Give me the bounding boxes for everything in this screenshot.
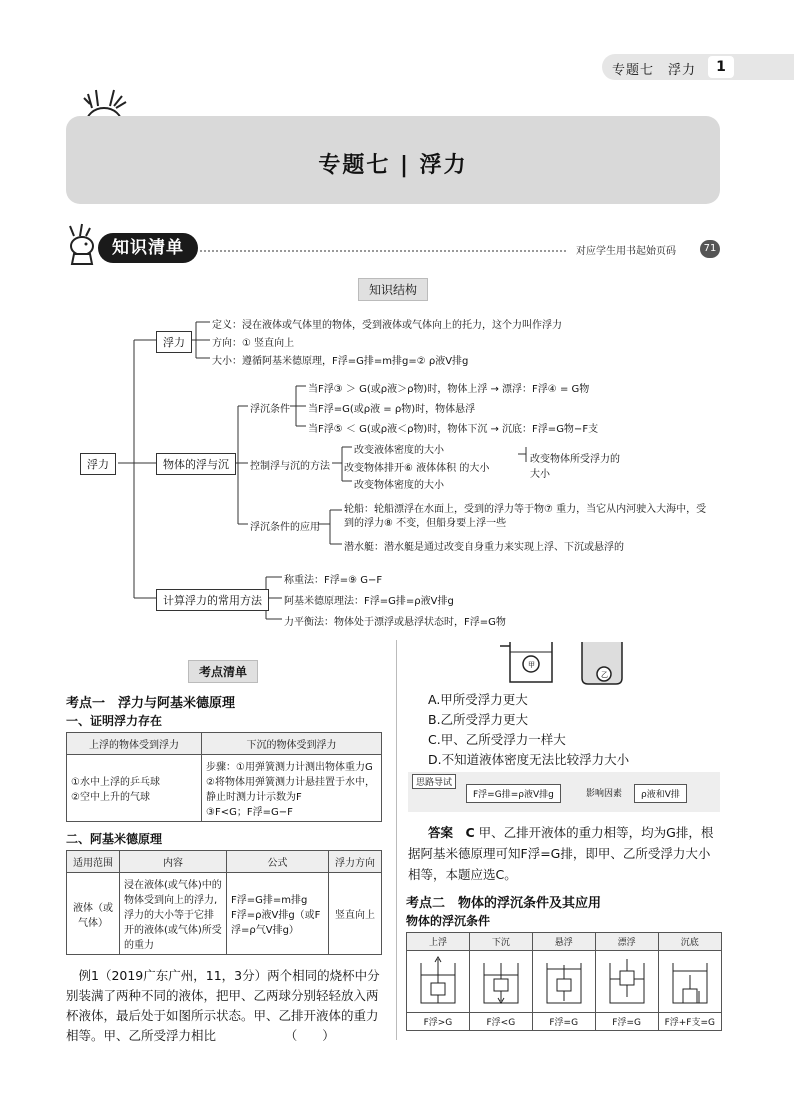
think-label: 思路导试	[412, 774, 456, 789]
t3-fig-sink	[469, 951, 532, 1013]
think-box	[408, 772, 720, 812]
mindmap-method-1: 改变液体密度的大小	[354, 445, 444, 456]
structure-tag: 知识结构	[358, 278, 428, 301]
t3-fig-rise	[407, 951, 470, 1013]
t1-sink-cell	[202, 755, 382, 822]
t3-head-rise: 上浮	[407, 933, 470, 951]
mindmap-method-3: 改变物体密度的大小	[354, 480, 444, 491]
t3-cond-bottom: F浮+F支=G	[658, 1013, 721, 1031]
t2-head-content: 内容	[120, 851, 227, 873]
t2-content: 浸在液体(或气体)中的物体受到向上的浮力,浮力的大小等于它排开的液体(或气体)所受的重力	[120, 873, 227, 955]
beaker-bottom-icon	[665, 953, 715, 1007]
t1-head-rise: 上浮的物体受到浮力	[67, 733, 202, 755]
t1-head-sink: 下沉的物体受到浮力	[202, 733, 382, 755]
beaker-float-icon	[602, 953, 652, 1007]
t3-cond-suspend: F浮=G	[532, 1013, 595, 1031]
header-title: 专题七 浮力	[612, 63, 697, 78]
think-formula: F浮=G排=ρ液V排g	[466, 784, 561, 803]
t3-cond-sink: F浮<G	[469, 1013, 532, 1031]
archimedes-table	[66, 850, 382, 955]
topic-title: 专题七 | 浮力	[318, 153, 468, 178]
t3-fig-float	[595, 951, 658, 1013]
mindmap-balance: 力平衡法：物体处于漂浮或悬浮状态时，F浮=G物	[284, 617, 506, 628]
t1-rise-1: ①水中上浮的乒乓球	[71, 777, 160, 788]
mindmap-magnitude: 大小：遵循阿基米德原理，F浮=G排=m排g=② ρ液V排g	[212, 356, 469, 367]
t3-head-float: 漂浮	[595, 933, 658, 951]
section-page-ref: 71	[700, 240, 720, 258]
t3-head-bottom: 沉底	[658, 933, 721, 951]
mindmap-archimedes: 阿基米德原理法：F浮=G排=ρ液V排g	[284, 596, 454, 607]
t1-sink-1: 步骤：①用弹簧测力计测出物体重力G	[206, 762, 373, 773]
point-one-title: 考点一 浮力与阿基米德原理	[66, 696, 236, 711]
section-pill: 知识清单	[98, 233, 198, 263]
t1-rise-cell	[67, 755, 202, 822]
mindmap-app-submarine: 潜水艇：潜水艇是通过改变自身重力来实现上浮、下沉或悬浮的	[344, 542, 624, 553]
prove-buoyancy-table	[66, 732, 382, 822]
column-divider	[396, 640, 397, 1040]
option-c: C.甲、乙所受浮力一样大	[428, 732, 566, 747]
mindmap-conditions: 浮沉条件	[250, 404, 290, 415]
mindmap-branch-float-sink: 物体的浮与沉	[156, 453, 236, 475]
beaker-rise-icon	[413, 953, 463, 1007]
mindmap-direction: 方向：① 竖直向上	[212, 338, 295, 349]
example-one: 例1（2019广东广州，11，3分）两个相同的烧杯中分别装满了两种不同的液体，把甲、乙两球分别轻轻放入两杯液体，最后处于如图所示状态。甲、乙排开液体的重力相等。甲、乙所受浮力相比 （ ）	[66, 968, 380, 1043]
mindmap-branch-methods: 计算浮力的常用方法	[156, 589, 269, 611]
t3-head-suspend: 悬浮	[532, 933, 595, 951]
option-d: D.不知道液体密度无法比较浮力大小	[428, 752, 630, 767]
page-number: 1	[708, 56, 734, 78]
answer-block	[408, 822, 720, 885]
float-conditions-subtitle: 物体的浮沉条件	[406, 914, 491, 928]
t2-formula-cell	[227, 873, 329, 955]
mindmap-branch-buoyancy: 浮力	[156, 331, 192, 353]
point-two-title: 考点二 物体的浮沉条件及其应用	[406, 896, 602, 911]
t3-cond-rise: F浮>G	[407, 1013, 470, 1031]
t2-formula-1: F浮=G排=m排g	[231, 895, 308, 906]
t2-scope: 液体（或气体）	[67, 873, 120, 955]
beaker-figure-icon	[496, 638, 656, 686]
t2-head-formula: 公式	[227, 851, 329, 873]
mindmap-definition: 定义：浸在液体或气体里的物体，受到液体或气体向上的托力，这个力叫作浮力	[212, 320, 562, 331]
think-factors: 影响因素	[586, 789, 623, 799]
mindmap-method-2: 改变物体排开⑥ 液体体积 的大小	[344, 463, 490, 474]
mindmap-app-ship: 轮船：轮船漂浮在水面上，受到的浮力等于物⑦ 重力，当它从内河驶入大海中，受到的浮力⑧ 不变，但船身要上浮一些	[344, 504, 707, 529]
t1-sink-2: ②将物体用弹簧测力计悬挂置于水中，静止时测力计示数为F	[206, 777, 375, 803]
t3-fig-suspend	[532, 951, 595, 1013]
subsection-archimedes: 二、阿基米德原理	[66, 832, 163, 846]
mindmap-applications: 浮沉条件的应用	[250, 522, 320, 533]
t3-head-sink: 下沉	[469, 933, 532, 951]
t1-rise-2: ②空中上升的气球	[71, 792, 150, 803]
beaker-suspend-icon	[539, 953, 589, 1007]
t2-formula-2: F浮=ρ液V排g（或F浮=ρ气V排g）	[231, 910, 321, 936]
t2-direction: 竖直向上	[329, 873, 382, 955]
option-a: A.甲所受浮力更大	[428, 692, 528, 707]
mindmap-root: 浮力	[80, 453, 116, 475]
mindmap-control-methods: 控制浮与沉的方法	[250, 461, 330, 472]
t3-fig-bottom	[658, 951, 721, 1013]
exam-points-tag: 考点清单	[188, 660, 258, 683]
t1-sink-3: ③F<G；F浮=G−F	[206, 807, 293, 818]
think-result: ρ液和V排	[634, 784, 687, 803]
mindmap-condition-suspend: 当F浮=G(或ρ液 = ρ物)时，物体悬浮	[308, 404, 476, 415]
option-b: B.乙所受浮力更大	[428, 712, 529, 727]
mindmap-weighing: 称重法：F浮=⑨ G−F	[284, 575, 383, 586]
t2-head-scope: 适用范围	[67, 851, 120, 873]
answer-label: 答案 C	[428, 825, 475, 840]
t3-cond-float: F浮=G	[595, 1013, 658, 1031]
svg-text:乙: 乙	[601, 671, 608, 679]
svg-text:甲: 甲	[528, 661, 535, 669]
float-conditions-table	[406, 932, 722, 1031]
beaker-sink-icon	[476, 953, 526, 1007]
t2-head-direction: 浮力方向	[329, 851, 382, 873]
mindmap-condition-sink: 当F浮⑤ ＜ G(或ρ液＜ρ物)时，物体下沉 → 沉底：F浮=G物−F支	[308, 424, 599, 435]
answer-text: 甲、乙排开液体的重力相等，均为G排，根据阿基米德原理可知F浮=G排，即甲、乙所受浮力大小相等，本题应选C。	[408, 825, 714, 882]
mindmap-condition-rise: 当F浮③ ＞ G(或ρ液＞ρ物)时，物体上浮 → 漂浮：F浮④ = G物	[308, 384, 590, 395]
section-note: 对应学生用书起始页码	[576, 246, 676, 257]
mindmap-method-4: 改变物体所受浮力的大小	[530, 454, 620, 480]
subsection-prove-buoyancy: 一、证明浮力存在	[66, 714, 163, 728]
